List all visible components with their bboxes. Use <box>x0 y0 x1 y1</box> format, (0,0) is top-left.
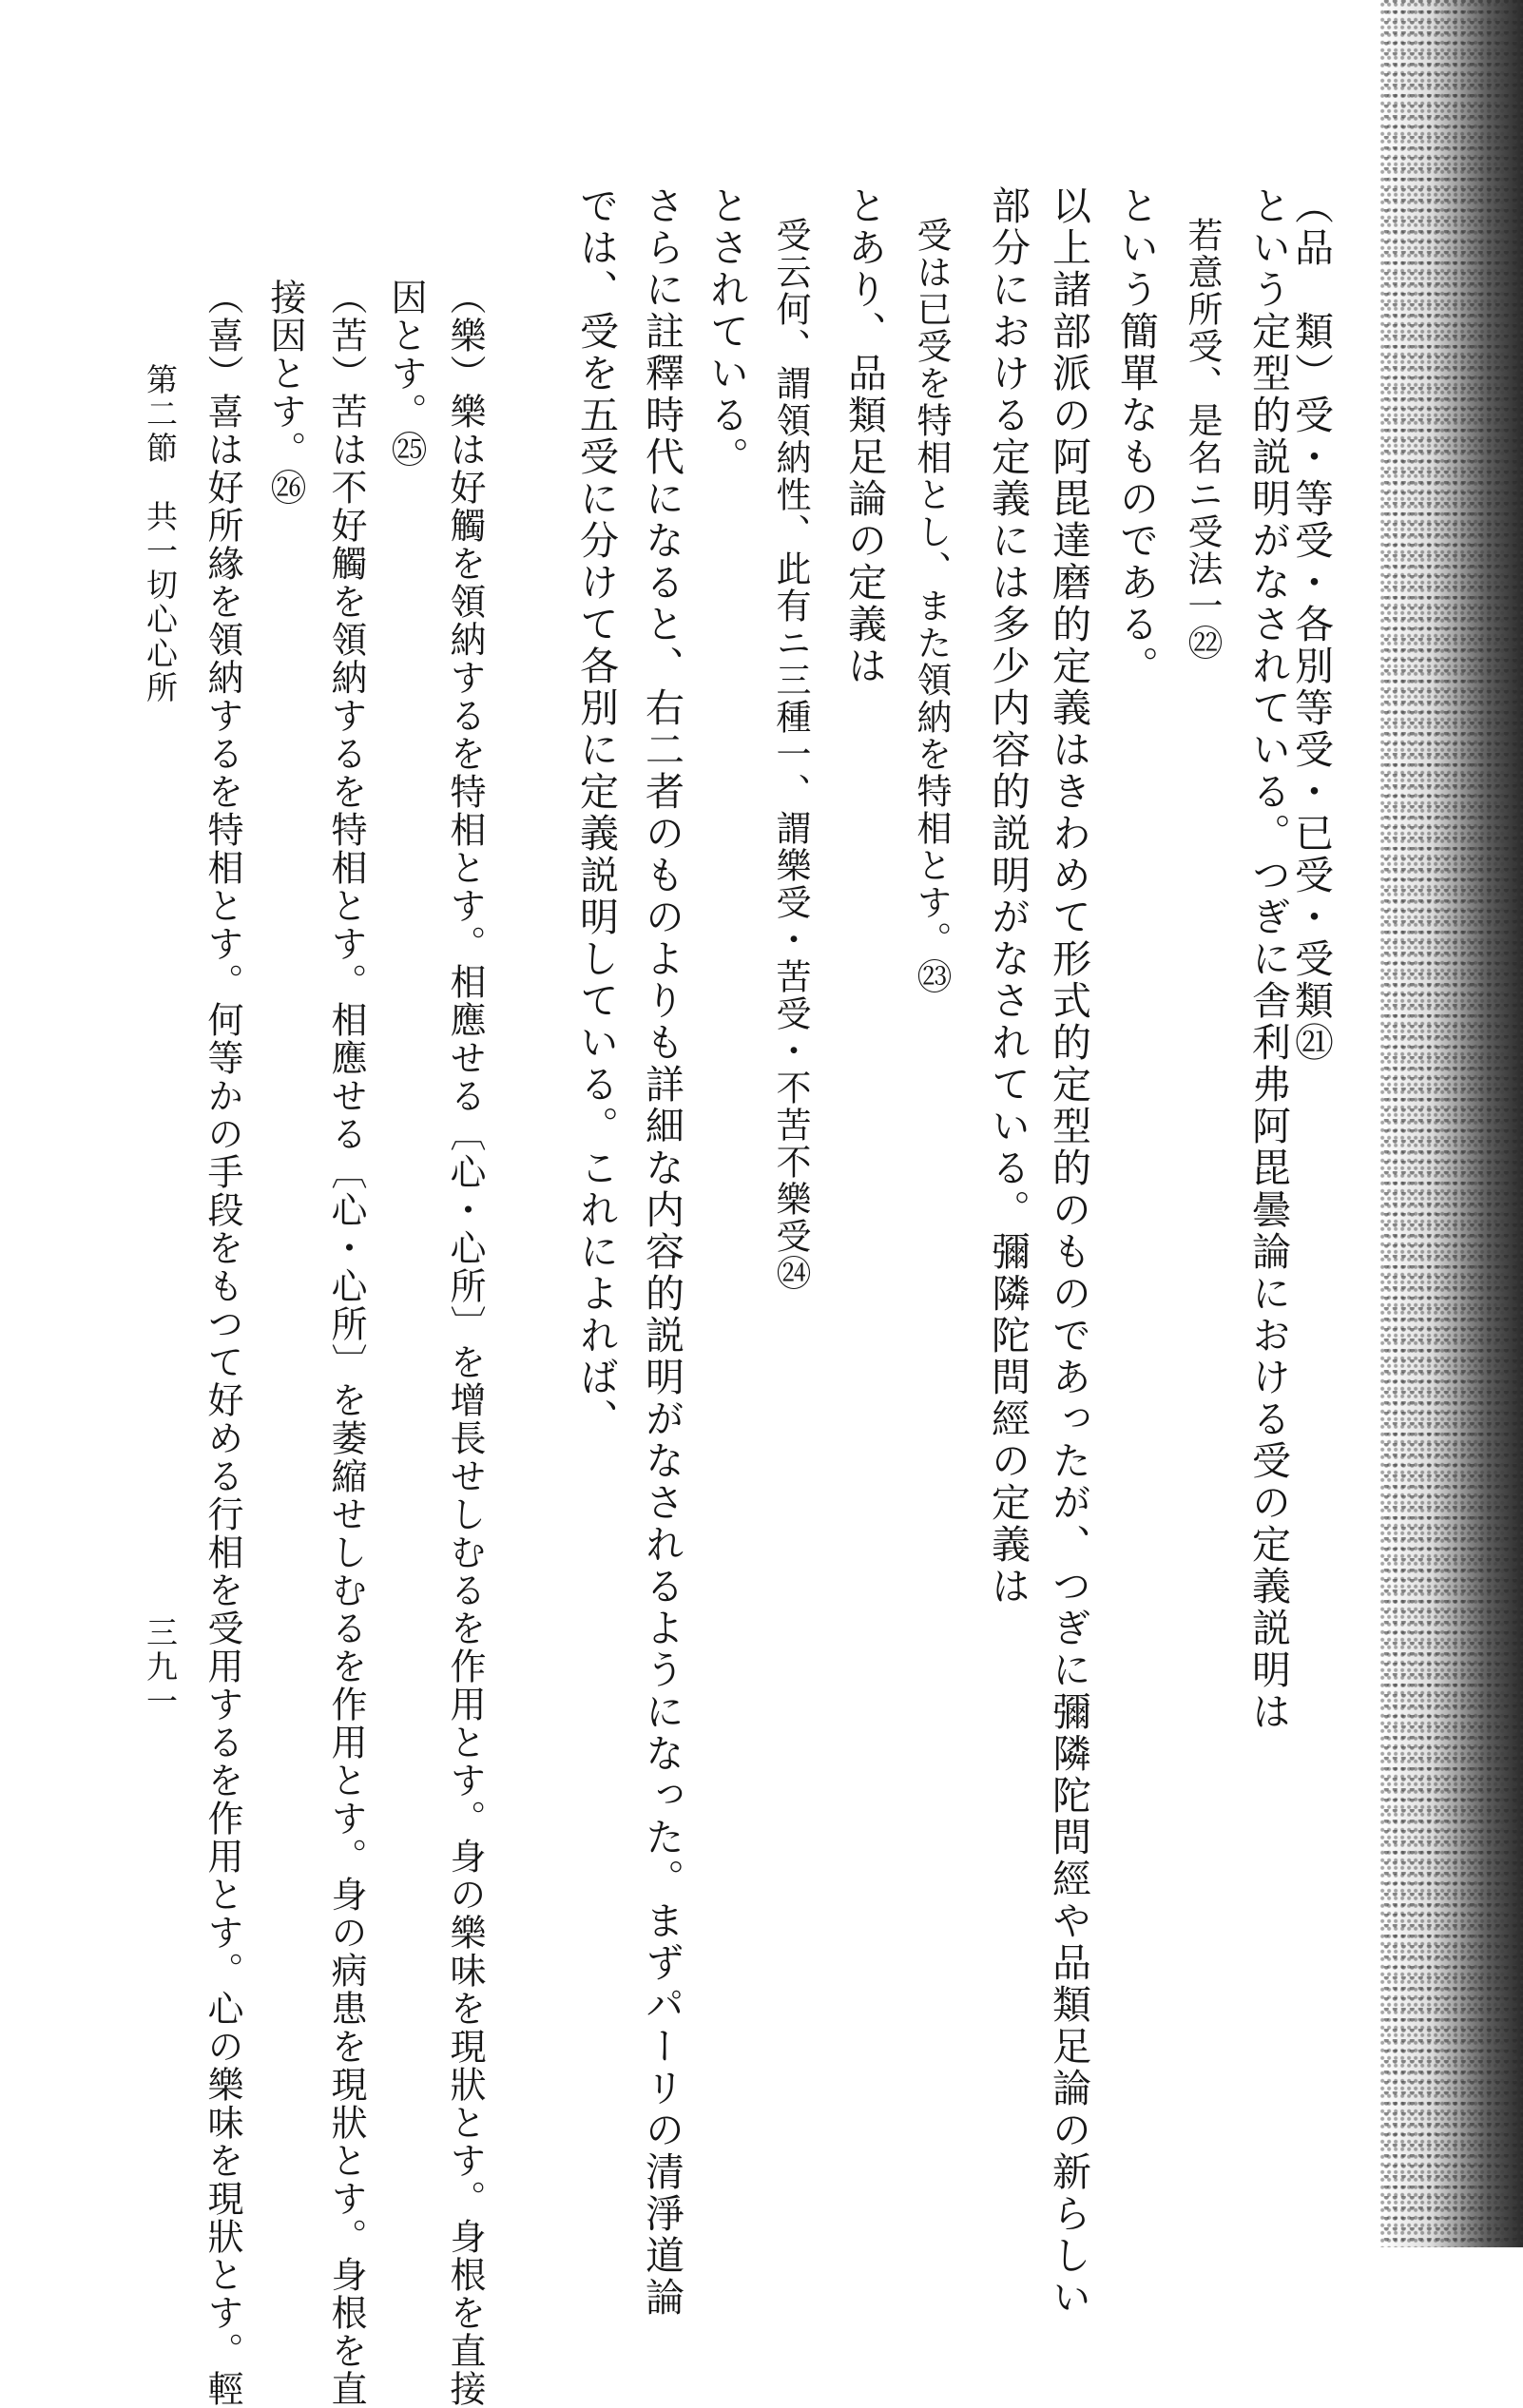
quote-column-3: 受云何、謂領納性、此有ニ三種一、謂樂受・苦受・不苦不樂受㉔ <box>770 217 811 1292</box>
quote-column-2: 受は已受を特相とし、また領納を特相とす。㉓ <box>911 217 952 995</box>
text-column-5: 部分における定義には多少内容的説明がなされている。彌隣陀問經の定義は <box>985 185 1031 1608</box>
text-column-2: という定型的説明がなされている。つぎに舎利弗阿毘曇論における受の定義説明は <box>1245 185 1291 1733</box>
scan-shadow-edge <box>1380 0 1523 2247</box>
note-column-5: （喜）喜は好所緣を領納するを特相とす。何等かの手段をもつて好める行相を受用するを作用とす。心の樂味を現狀とす。輕 <box>202 279 243 2408</box>
text-column-9: では、受を五受に分けて各別に定義説明している。これによれば、 <box>573 185 619 1440</box>
section-footer: 第二節 共一切心心所 <box>142 363 179 705</box>
text-column-7: とされている。 <box>704 185 749 478</box>
note-column-1: （樂）樂は好觸を領納するを特相とす。相應せる〔心・心所〕を增長せしむるを作用とす。身の樂味を現狀とす。身根を直接 <box>444 279 486 2408</box>
note-column-4: 接因とす。㉖ <box>264 279 306 507</box>
text-column-4: 以上諸部派の阿毘達磨的定義はきわめて形式的定型的のものであったが、つぎに彌隣陀問經や品類足論の新らしい <box>1046 185 1091 2319</box>
text-column-1: （品 類）受・等受・各別等受・已受・受類㉑ <box>1288 185 1334 1064</box>
text-column-8: さらに註釋時代になると、右二者のものよりも詳細な内容的説明がなされるようになった。まずパーリの清淨道論 <box>639 185 684 2319</box>
text-column-6: とあり、品類足論の定義は <box>841 185 887 687</box>
text-column-3: という簡單なものである。 <box>1113 185 1159 687</box>
note-column-2: 因とす。㉕ <box>385 279 427 469</box>
quote-column-1: 若意所受、是名ニ受法一㉒ <box>1182 217 1223 662</box>
note-column-3: （苦）苦は不好觸を領納するを特相とす。相應せる〔心・心所〕を萎縮せしむるを作用とす。身の病患を現狀とす。身根を直 <box>325 279 367 2408</box>
page-number: 三九一 <box>142 1616 179 1719</box>
